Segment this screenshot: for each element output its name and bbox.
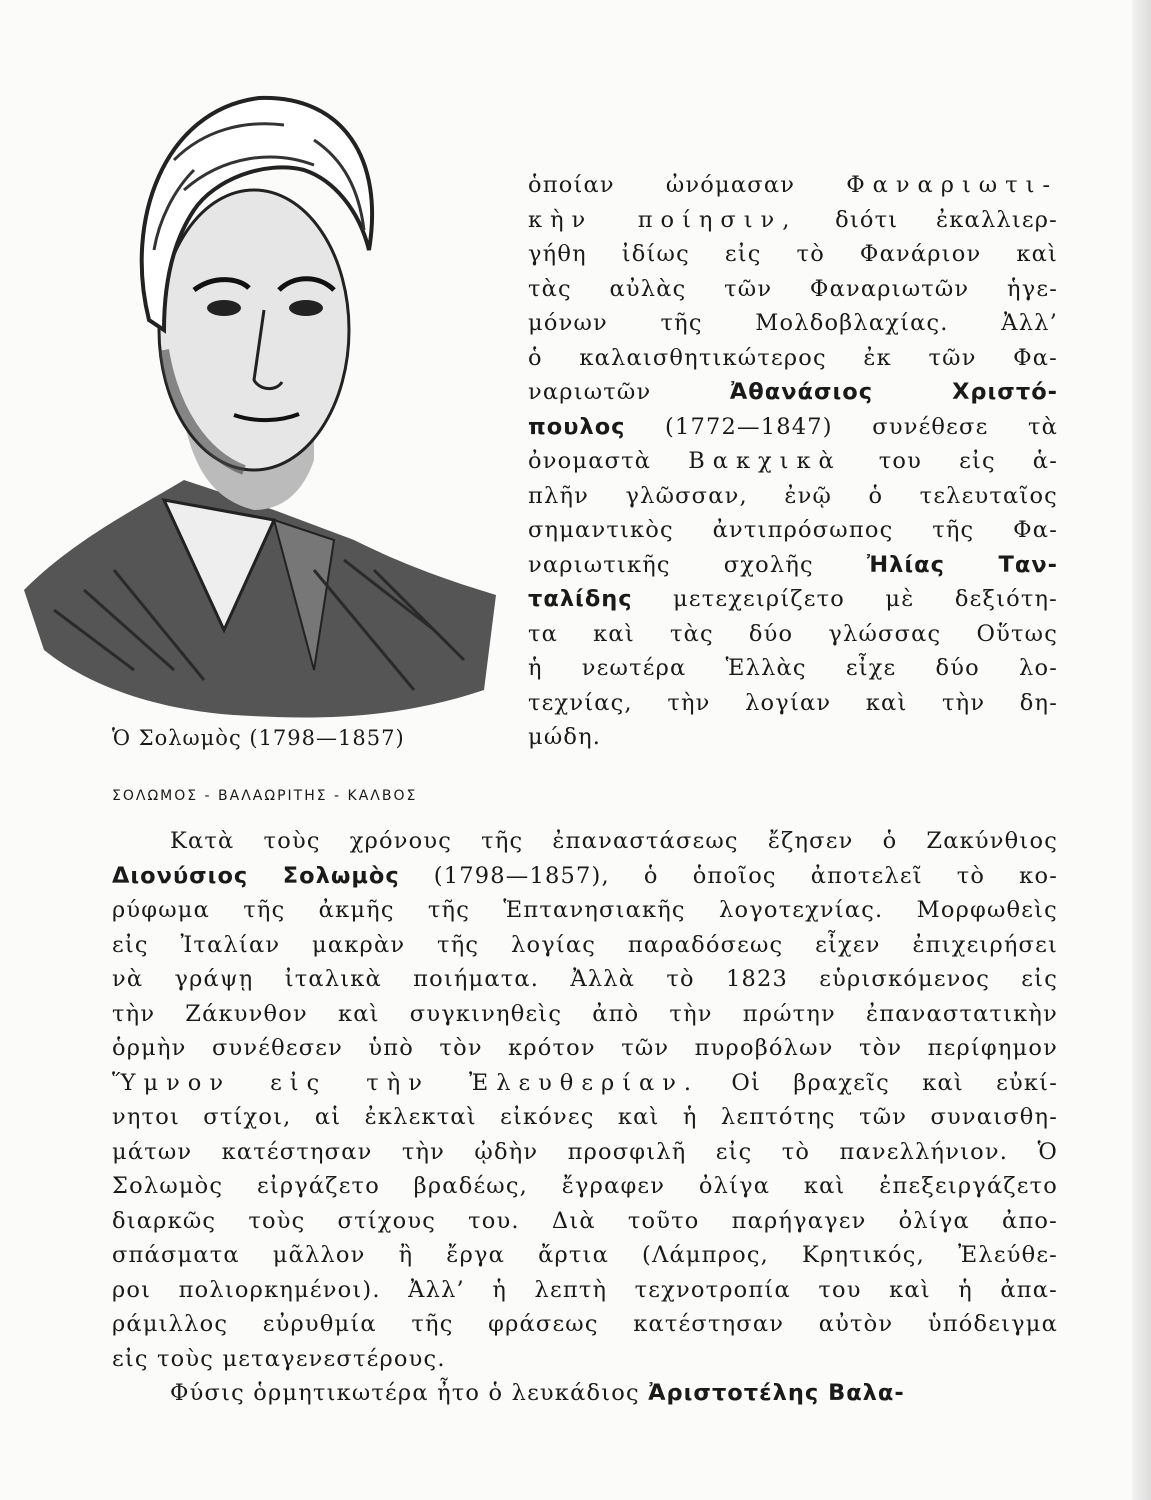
scan-edge-shadow (1132, 0, 1151, 1500)
text-line: ὁ καλαισθητικώτερος ἐκ τῶν Φα- (528, 344, 1058, 371)
text-line: ναριωτικῆς σχολῆς Ἠλίας Ταν- (528, 551, 1058, 578)
text-line: ράμιλλος εὐρυθμία τῆς φράσεως κατέστησαν αὐτὸν ὑπόδειγμα (112, 1311, 1058, 1337)
solomos-portrait-engraving (14, 70, 504, 720)
text-line: μάτων κατέστησαν τὴν ᾠδὴν προσφιλῆ εἰς τὸ πανελλήνιον. Ὁ (112, 1138, 1058, 1165)
text-line: εἰς Ἰταλίαν μακρὰν τῆς λογίας παραδόσεως εἶχεν ἐπιχειρήσει (112, 931, 1058, 958)
portrait-caption: Ὁ Σολωμὸς (1798—1857) (112, 726, 405, 750)
text-line: Διονύσιος Σολωμὸς (1798—1857), ὁ ὁποῖος ἀποτελεῖ τὸ κο- (112, 862, 1058, 889)
text-line: ταλίδης μετεχειρίζετο μὲ δεξιότη- (528, 586, 1058, 612)
text-line: μώδη. (528, 724, 602, 750)
text-line: κὴν ποίησιν, διότι ἐκαλλιερ- (528, 206, 1058, 233)
text-line: ὁποίαν ὠνόμασαν Φαναριωτι- (528, 172, 1058, 198)
text-line: ναριωτῶν Ἀθανάσιος Χριστό- (528, 379, 1058, 405)
text-line: ὁρμὴν συνέθεσεν ὑπὸ τὸν κρότον τῶν πυροβόλων τὸν περίφημον (112, 1035, 1058, 1061)
text-line: Σολωμὸς εἰργάζετο βραδέως, ἔγραφεν ὀλίγα καὶ ἐπεξειργάζετο (112, 1173, 1058, 1199)
text-line: πλῆν γλῶσσαν, ἐνῷ ὁ τελευταῖος (528, 482, 1058, 509)
section-heading: ΣΟΛΩΜΟΣ - ΒΑΛΑΩΡΙΤΗΣ - ΚΑΛΒΟΣ (112, 788, 418, 804)
text-line: τεχνίας, τὴν λογίαν καὶ τὴν δη- (528, 689, 1058, 716)
text-line: ροι πολιορκημένοι). Ἀλλ’ ἡ λεπτὴ τεχνοτροπία του καὶ ἡ ἀπα- (112, 1276, 1058, 1303)
text-line: Κατὰ τοὺς χρόνους τῆς ἐπαναστάσεως ἔζησεν ὁ Ζακύνθιος (170, 828, 1058, 854)
text-line: σπάσματα μᾶλλον ἢ ἔργα ἄρτια (Λάμπρος, Κρητικός, Ἐλεύθε- (112, 1242, 1058, 1268)
body-text (112, 824, 1058, 1411)
text-line: νὰ γράψῃ ἰταλικὰ ποιήματα. Ἀλλὰ τὸ 1823 εὑρισκόμενος εἰς (112, 966, 1058, 992)
text-line: εἰς τοὺς μεταγενεστέρους. (112, 1345, 446, 1372)
right-column-text (528, 168, 1058, 755)
text-line: Φύσις ὁρμητικωτέρα ἦτο ὁ λευκάδιος Ἀριστοτέλης Βαλα- (170, 1380, 905, 1406)
text-line: ρύφωμα τῆς ἀκμῆς τῆς Ἑπτανησιακῆς λογοτεχνίας. Μορφωθεὶς (112, 897, 1058, 923)
text-line: ἡ νεωτέρα Ἑλλὰς εἶχε δύο λο- (528, 655, 1058, 681)
text-line: τα καὶ τὰς δύο γλώσσας Οὕτως (528, 620, 1058, 647)
text-line: γήθη ἰδίως εἰς τὸ Φανάριον καὶ (528, 241, 1058, 267)
text-line: νητοι στίχοι, αἱ ἐκλεκταὶ εἰκόνες καὶ ἡ λεπτότης τῶν συναισθη- (112, 1104, 1058, 1130)
text-line: σημαντικὸς ἀντιπρόσωπος τῆς Φα- (528, 517, 1058, 543)
text-line: Ὕμνον εἰς τὴν Ἐλευθερίαν. Οἱ βραχεῖς καὶ εὐκί- (112, 1069, 1058, 1096)
text-line: πουλος (1772—1847) συνέθεσε τὰ (528, 413, 1058, 440)
text-line: μόνων τῆς Μολδοβλαχίας. Ἀλλ’ (528, 310, 1058, 336)
text-line: ὀνομαστὰ Βακχικὰ του εἰς ἁ- (528, 448, 1058, 474)
text-line: τὴν Ζάκυνθον καὶ συγκινηθεὶς ἀπὸ τὴν πρώτην ἐπαναστατικὴν (112, 1000, 1058, 1027)
text-line: τὰς αὐλὰς τῶν Φαναριωτῶν ἡγε- (528, 275, 1058, 302)
text-line: διαρκῶς τοὺς στίχους του. Διὰ τοῦτο παρήγαγεν ὀλίγα ἀπο- (112, 1207, 1058, 1234)
